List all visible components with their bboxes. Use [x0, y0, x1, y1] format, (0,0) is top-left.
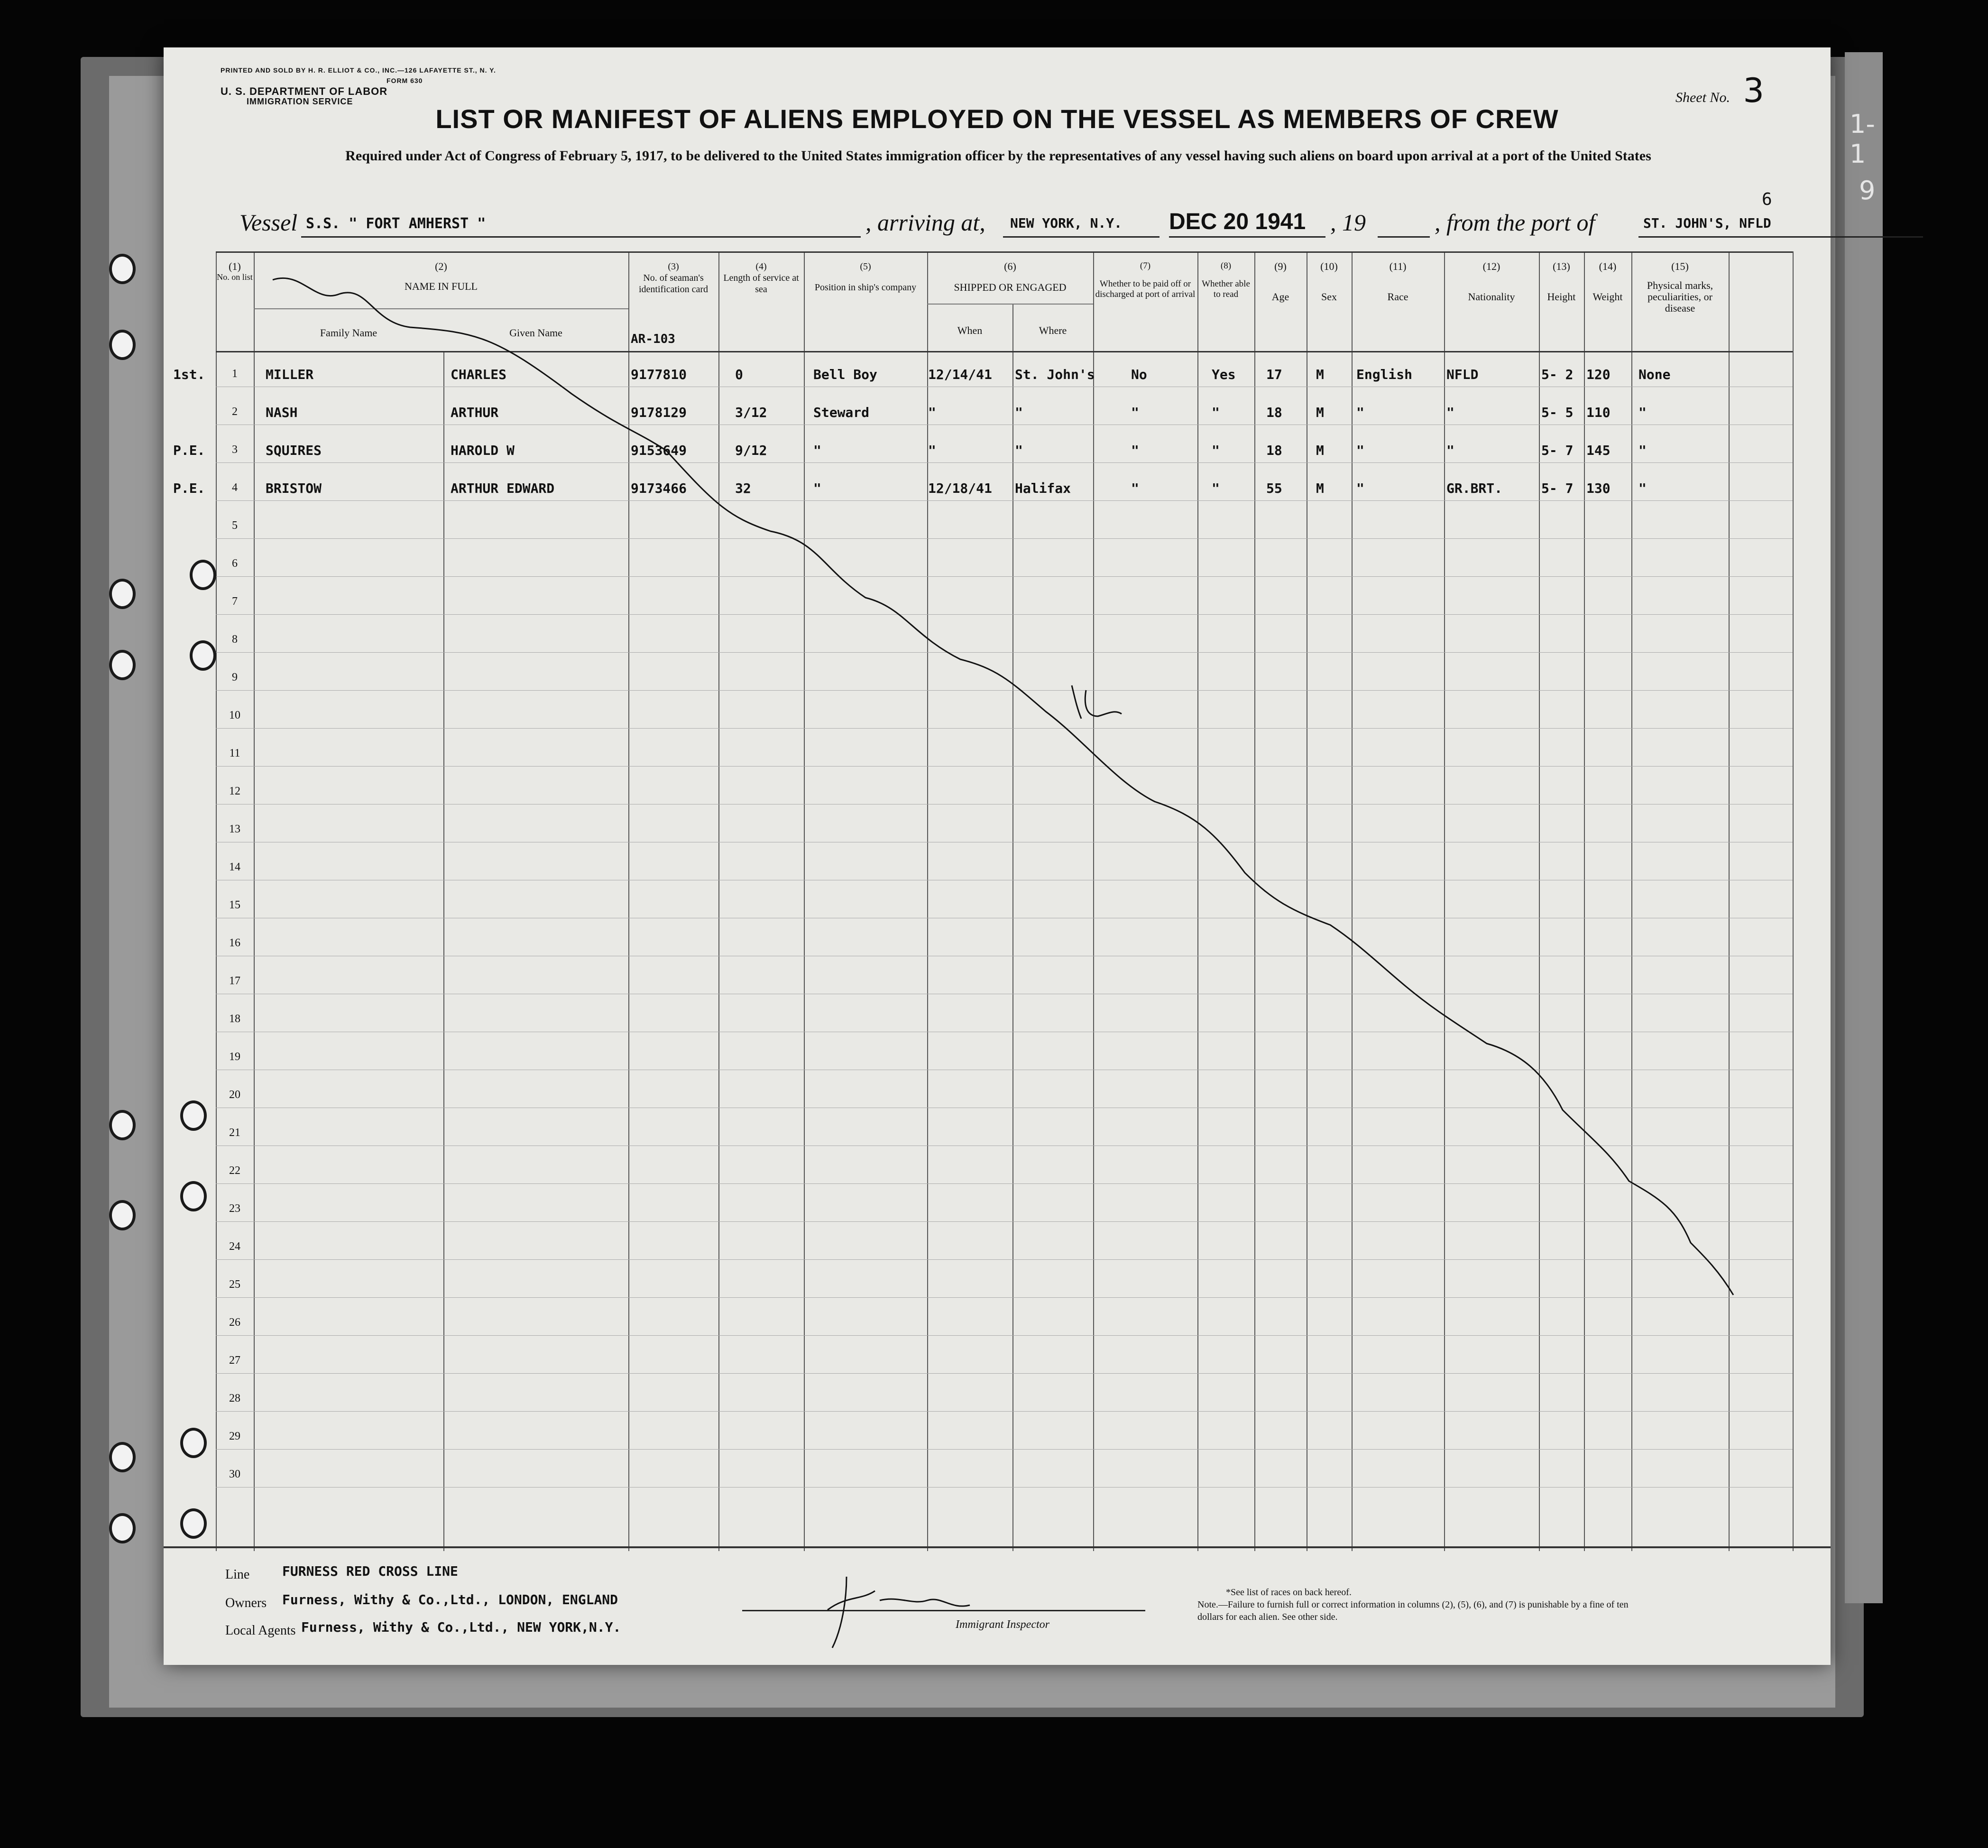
col-6-header: (6) SHIPPED OR ENGAGED — [954, 260, 1067, 293]
height: 5- 7 — [1541, 480, 1574, 496]
service-length: 0 — [735, 367, 743, 382]
shipped-where: Halifax — [1015, 480, 1071, 496]
given-name: CHARLES — [451, 367, 507, 382]
binder-hole — [180, 1508, 207, 1539]
row-number: 16 — [229, 937, 240, 949]
binder-hole — [190, 640, 216, 671]
card-number: 9153649 — [631, 443, 687, 458]
binder-hole — [109, 579, 136, 609]
row-number: 21 — [229, 1127, 240, 1139]
manifest-title: LIST OR MANIFEST OF ALIENS EMPLOYED ON THE VESSEL AS MEMBERS OF CREW — [435, 104, 1559, 134]
service-length: 9/12 — [735, 443, 767, 458]
vessel-label: Vessel — [239, 209, 298, 236]
form-number: FORM 630 — [387, 77, 423, 84]
physical-marks: None — [1638, 367, 1671, 382]
card-number: 9173466 — [631, 480, 687, 496]
family-name: MILLER — [266, 367, 314, 382]
weight: 145 — [1586, 443, 1611, 458]
position: Bell Boy — [813, 367, 877, 382]
department-label: U. S. DEPARTMENT OF LABOR — [221, 85, 388, 97]
col-15-header: (15) Physical marks, peculiarities, or disease — [1647, 260, 1713, 314]
service-length: 32 — [735, 480, 751, 496]
row-number: 7 — [232, 595, 238, 608]
line-label: Line — [225, 1567, 250, 1582]
physical-marks: " — [1638, 480, 1647, 496]
races-note: *See list of races on back hereof. — [1226, 1587, 1352, 1598]
weight: 120 — [1586, 367, 1611, 382]
binder-hole — [109, 1110, 136, 1140]
height: 5- 7 — [1541, 443, 1574, 458]
card-number: 9178129 — [631, 405, 687, 420]
binder-hole — [109, 650, 136, 680]
shipped-where: St. John's — [1015, 367, 1095, 382]
row-number: 6 — [232, 557, 238, 570]
row-number: 14 — [229, 861, 240, 873]
race: " — [1356, 480, 1364, 496]
row-number: 24 — [229, 1240, 240, 1253]
owners-value: Furness, Withy & Co.,Ltd., LONDON, ENGLAND — [282, 1592, 618, 1608]
able-to-read: " — [1212, 405, 1220, 420]
position: " — [813, 480, 821, 496]
arriving-port: NEW YORK, N.Y. — [1010, 215, 1123, 231]
vessel-line — [239, 209, 1804, 242]
row-number: 1 — [232, 368, 238, 380]
row-number: 25 — [229, 1278, 240, 1291]
crew-table — [164, 251, 1831, 1551]
printer-line: PRINTED AND SOLD BY H. R. ELLIOT & CO., INC.—126 LAFAYETTE ST., N. Y. — [221, 66, 496, 74]
row-number: 29 — [229, 1430, 240, 1442]
family-name-header: Family Name — [320, 327, 377, 339]
binder-hole — [109, 1442, 136, 1472]
row-number: 22 — [229, 1164, 240, 1177]
position: " — [813, 443, 821, 458]
binder-hole — [190, 560, 216, 590]
inspector-signature — [818, 1558, 1055, 1653]
adjacent-page-edge: 1-1 9 — [1845, 52, 1883, 1603]
margin-mark: 6 — [1762, 190, 1772, 209]
row-number: 15 — [229, 899, 240, 911]
row-number: 28 — [229, 1392, 240, 1404]
shipped-when: " — [928, 443, 936, 458]
binder-hole — [180, 1181, 207, 1211]
manifest-footer — [164, 1546, 1831, 1667]
row-number: 5 — [232, 519, 238, 532]
weight: 110 — [1586, 405, 1611, 420]
shipped-where: " — [1015, 443, 1023, 458]
able-to-read: " — [1212, 443, 1220, 458]
race: " — [1356, 405, 1364, 420]
age: 18 — [1266, 405, 1282, 420]
manifest-subtitle: Required under Act of Congress of February 5, 1917, to be delivered to the United States immigration officer by the representatives of any vessel having such aliens on board upon arrival at a port of the United States — [345, 148, 1651, 164]
arriving-label: , arriving at, — [865, 209, 985, 236]
col-4-header: (4) Length of service at sea — [723, 261, 799, 295]
where-header: Where — [1039, 324, 1067, 336]
nationality: GR.BRT. — [1446, 480, 1503, 496]
sheet-label: Sheet No. — [1675, 90, 1730, 105]
nationality: NFLD — [1446, 367, 1479, 382]
shipped-where: " — [1015, 405, 1023, 420]
height: 5- 2 — [1541, 367, 1574, 382]
sex: M — [1316, 405, 1324, 420]
binder-hole — [109, 1513, 136, 1543]
row-number: 8 — [232, 633, 238, 646]
row-number: 9 — [232, 671, 238, 684]
vessel-name: S.S. " FORT AMHERST " — [306, 215, 486, 232]
row-number: 18 — [229, 1013, 240, 1025]
physical-marks: " — [1638, 405, 1647, 420]
row-mark: 1st. — [173, 367, 205, 382]
date-stamp: DEC 20 1941 — [1169, 209, 1306, 234]
race: " — [1356, 443, 1364, 458]
col-1-header: (1) No. on list — [217, 260, 253, 282]
row-number: 13 — [229, 823, 240, 835]
race: English — [1356, 367, 1413, 382]
inspector-label: Immigrant Inspector — [956, 1618, 1049, 1631]
age: 55 — [1266, 480, 1282, 496]
col-10-header: (10) Sex — [1320, 260, 1338, 303]
shipped-when: " — [928, 405, 936, 420]
row-number: 10 — [229, 709, 240, 721]
from-port-label: , from the port of — [1435, 209, 1595, 236]
binder-hole — [109, 254, 136, 284]
col-11-header: (11) Race — [1387, 260, 1408, 303]
age: 18 — [1266, 443, 1282, 458]
col-14-header: (14) Weight — [1592, 260, 1623, 303]
row-mark: P.E. — [173, 480, 205, 496]
row-number: 11 — [229, 747, 240, 759]
nationality: " — [1446, 405, 1454, 420]
sex: M — [1316, 367, 1324, 382]
family-name: NASH — [266, 405, 298, 420]
row-number: 3 — [232, 444, 238, 456]
from-port: ST. JOHN'S, NFLD — [1643, 215, 1771, 231]
binder-hole — [109, 1200, 136, 1230]
row-number: 19 — [229, 1051, 240, 1063]
when-header: When — [957, 324, 983, 336]
able-to-read: " — [1212, 480, 1220, 496]
paid-off: " — [1131, 405, 1139, 420]
owners-label: Owners — [225, 1596, 267, 1610]
given-name: ARTHUR EDWARD — [451, 480, 555, 496]
paid-off: " — [1131, 480, 1139, 496]
fine-note: Note.—Failure to furnish full or correct information in columns (2), (5), (6), and (7) is punishable by a fine of ten dollars for each alien. See other side. — [1197, 1599, 1629, 1622]
family-name: BRISTOW — [266, 480, 322, 496]
paid-off: " — [1131, 443, 1139, 458]
shipped-when: 12/18/41 — [928, 480, 992, 496]
paid-off: No — [1131, 367, 1147, 382]
agents-label: Local Agents — [225, 1623, 296, 1638]
family-name: SQUIRES — [266, 443, 322, 458]
binder-hole — [109, 330, 136, 360]
binder-hole — [180, 1100, 207, 1131]
row-number: 2 — [232, 406, 238, 418]
height: 5- 5 — [1541, 405, 1574, 420]
given-name-header: Given Name — [509, 327, 562, 339]
weight: 130 — [1586, 480, 1611, 496]
row-number: 20 — [229, 1089, 240, 1101]
row-mark: P.E. — [173, 443, 205, 458]
row-number: 30 — [229, 1468, 240, 1480]
row-number: 17 — [229, 975, 240, 987]
col-8-header: (8) Whether able to read — [1202, 261, 1250, 299]
col-3-header: (3) No. of seaman's identification card — [638, 261, 709, 295]
age: 17 — [1266, 367, 1282, 382]
able-to-read: Yes — [1212, 367, 1236, 382]
given-name: HAROLD W — [451, 443, 515, 458]
sheet-number: 3 — [1743, 71, 1764, 110]
nationality: " — [1446, 443, 1454, 458]
year-label: , 19 — [1330, 209, 1366, 236]
col-7-header: (7) Whether to be paid off or discharged at port of arrival — [1095, 261, 1196, 299]
row-number: 27 — [229, 1354, 240, 1367]
card-number: 9177810 — [631, 367, 687, 382]
col-5-header: (5) Position in ship's company — [814, 261, 917, 293]
line-value: FURNESS RED CROSS LINE — [282, 1563, 458, 1579]
row-number: 4 — [232, 481, 238, 494]
col-9-header: (9) Age — [1271, 260, 1289, 303]
row-number: 23 — [229, 1202, 240, 1215]
manifest-page — [164, 47, 1831, 1665]
agents-value: Furness, Withy & Co.,Ltd., NEW YORK,N.Y. — [301, 1619, 621, 1635]
shipped-when: 12/14/41 — [928, 367, 992, 382]
col-2-header: (2) NAME IN FULL — [405, 260, 478, 292]
position: Steward — [813, 405, 870, 420]
sex: M — [1316, 443, 1324, 458]
service-label: IMMIGRATION SERVICE — [247, 97, 353, 106]
col-12-header: (12) Nationality — [1468, 260, 1515, 303]
col-3-subheader: AR-103 — [631, 332, 675, 346]
row-number: 26 — [229, 1316, 240, 1329]
physical-marks: " — [1638, 443, 1647, 458]
strike-through-line — [164, 251, 1831, 1551]
col-13-header: (13) Height — [1547, 260, 1576, 303]
row-number: 12 — [229, 785, 240, 797]
given-name: ARTHUR — [451, 405, 499, 420]
sex: M — [1316, 480, 1324, 496]
service-length: 3/12 — [735, 405, 767, 420]
binder-hole — [180, 1428, 207, 1458]
